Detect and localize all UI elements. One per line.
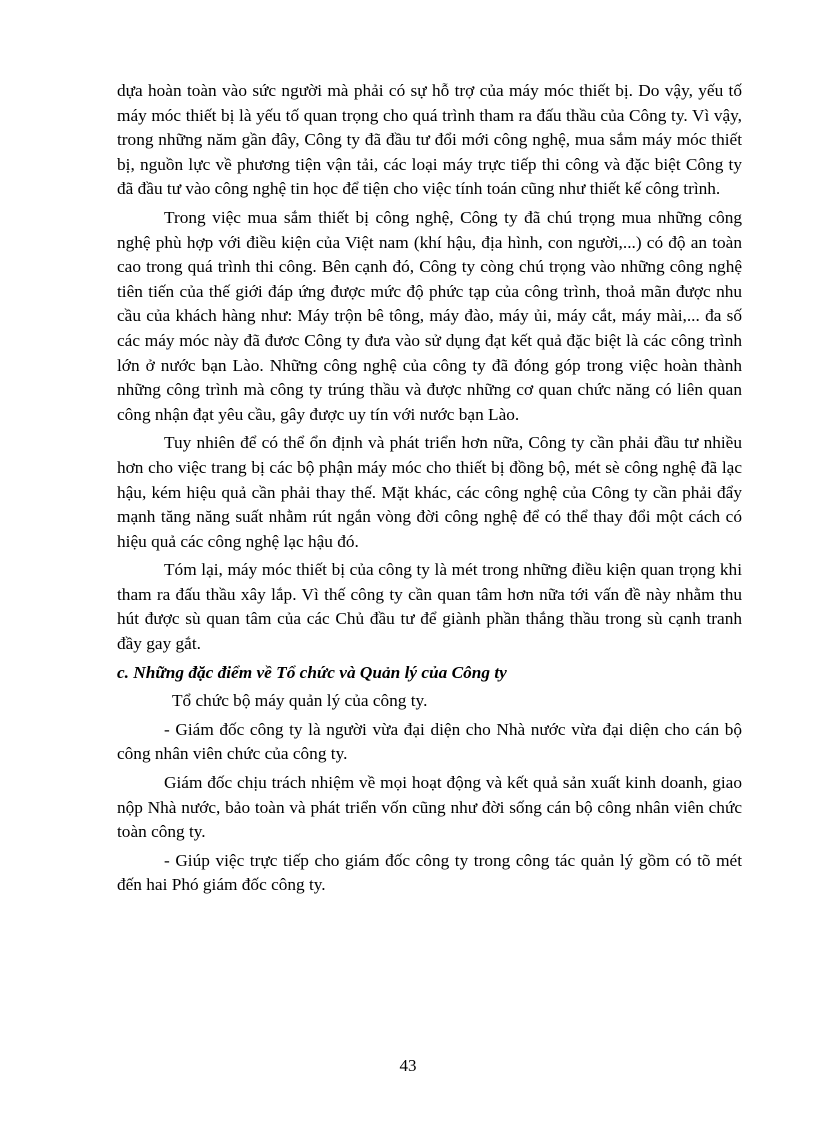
page-number: 43 [399,1056,417,1075]
paragraph-further-investment: Tuy nhiên để có thể ổn định và phát triển hơn nữa, Công ty cần phải đầu tư nhiều hơn cho việc trang bị các bộ phận máy móc cho thiết bị đồng bộ, mét sè công nghệ đã lạc hậu, kém hiệu quả cần phải thay thế. Mặt khác, các công nghệ của Công ty cần phải đẩy mạnh tăng năng suất nhằm rút ngắn vòng đời công nghệ để có thể thay đổi một cách có hiệu quả các công nghệ lạc hậu đó. [117,433,742,551]
paragraph-org-structure: Tổ chức bộ máy quản lý của công ty. [172,691,428,711]
paragraph-director-responsibility: Giám đốc chịu trách nhiệm về mọi hoạt động và kết quả sản xuất kinh doanh, giao nộp Nhà nước, bảo toàn và phát triển vốn cũng như đời sống cán bộ công nhân viên chức toàn công ty. [117,773,742,842]
paragraph-summary: Tóm lại, máy móc thiết bị của công ty là mét trong những điều kiện quan trọng khi tham ra đấu thầu xây lắp. Vì thế công ty cần quan tâm hơn nữa tới vấn đề này nhằm thu hút được sù quan tâm của các Chủ đầu tư để giành phần thắng thầu trong sù cạnh tranh đầy gay gắt. [117,560,742,654]
paragraph-equipment-investment: dựa hoàn toàn vào sức người mà phải có sự hỗ trợ của máy móc thiết bị. Do vậy, yếu tố máy móc thiết bị là yếu tố quan trọng cho quá trình tham ra đấu thầu của Công ty. Vì vậy, trong những năm gần đây, Công ty đã đầu tư đổi mới công nghệ, mua sắm máy móc thiết bị, nguồn lực về phương tiện vận tải, các loại máy trực tiếp thi công và đặc biệt Công ty đã đầu tư vào công nghệ tin học để tiện cho việc tính toán cũng như thiết kế công trình. [117,81,742,199]
paragraph-director-role: - Giám đốc công ty là người vừa đại diện cho Nhà nước vừa đại diện cho cán bộ công nhân viên chức của công ty. [117,719,742,764]
document-body [117,79,742,902]
paragraph-technology-purchase: Trong việc mua sắm thiết bị công nghệ, Công ty đã chú trọng mua những công nghệ phù hợp với điều kiện của Việt nam (khí hậu, địa hình, con người,...) có độ an toàn cao trong quá trình thi công. Bên cạnh đó, Công ty còng chú trọng vào những công nghệ tiên tiến của thế giới đáp ứng được mức độ phức tạp của công trình, thoả mãn được nhu cầu của khách hàng như: Máy trộn bê tông, máy đào, máy ủi, máy cắt, máy mài,... đa số các máy móc này đã đươc Công ty đưa vào sử dụng đạt kết quả đặc biệt là các công trình lớn ở nước bạn Lào. Những công nghệ của công ty đã đóng góp trong việc hoàn thành những công trình mà công ty trúng thầu và được những cơ quan chức năng có liên quan công nhận đạt yêu cầu, gây được uy tín với nước bạn Lào. [117,207,742,424]
section-heading: c. Những đặc điểm về Tổ chức và Quản lý của Công ty [117,662,507,682]
paragraph-deputy-directors: - Giúp việc trực tiếp cho giám đốc công ty trong công tác quản lý gồm có tõ mét đến hai Phó giám đốc công ty. [117,850,742,895]
